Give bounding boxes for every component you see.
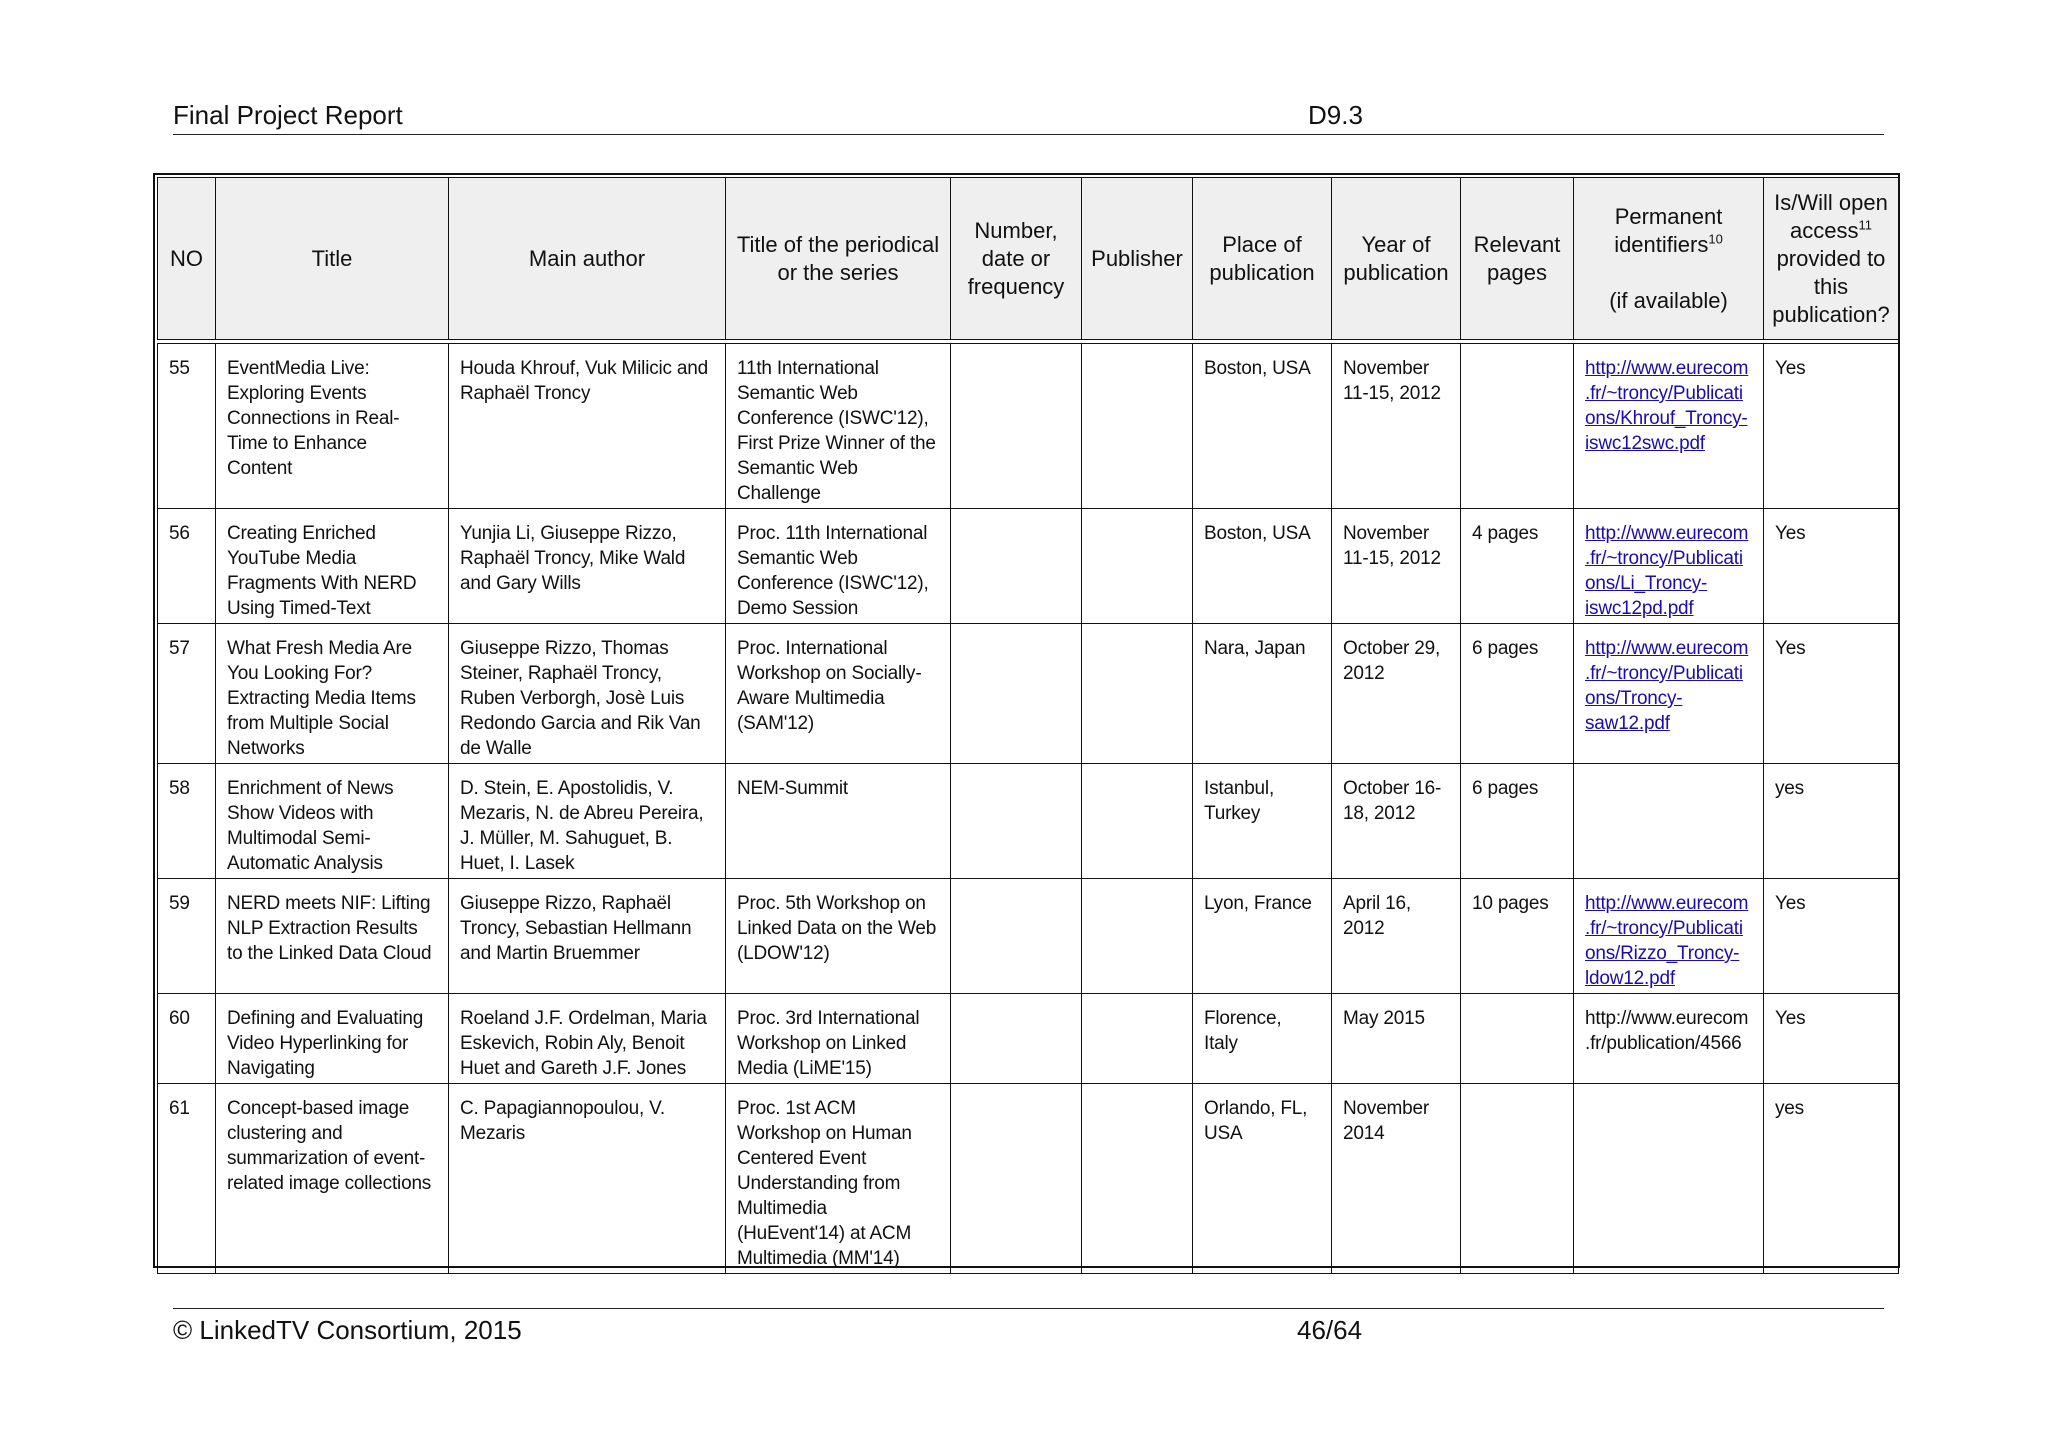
cell-author: C. Papagiannopoulou, V. Mezaris bbox=[449, 1084, 726, 1274]
copyright: © LinkedTV Consortium, 2015 bbox=[173, 1315, 522, 1345]
identifier-link[interactable]: http://www.eurecom.fr/~troncy/Publications/Li_Troncy-iswc12pd.pdf bbox=[1585, 523, 1749, 619]
publications-table-frame bbox=[153, 173, 1900, 1268]
cell-open-access: Yes bbox=[1764, 344, 1899, 509]
cell-place: Florence, Italy bbox=[1193, 994, 1332, 1084]
cell-number bbox=[951, 509, 1082, 624]
cell-title: Defining and Evaluating Video Hyperlinking for Navigating bbox=[216, 994, 449, 1084]
cell-identifier: http://www.eurecom.fr/publication/4566 bbox=[1574, 994, 1764, 1084]
cell-identifier bbox=[1574, 1084, 1764, 1274]
cell-pages bbox=[1461, 1084, 1574, 1274]
cell-author: Giuseppe Rizzo, Thomas Steiner, Raphaël Troncy, Ruben Verborgh, Josè Luis Redondo Garcia and Rik Van de Walle bbox=[449, 624, 726, 764]
cell-identifier bbox=[1574, 344, 1764, 509]
cell-place: Istanbul, Turkey bbox=[1193, 764, 1332, 879]
cell-number bbox=[951, 764, 1082, 879]
cell-publisher bbox=[1082, 344, 1193, 509]
cell-open-access: Yes bbox=[1764, 994, 1899, 1084]
identifiers-note: (if available) bbox=[1609, 287, 1728, 313]
cell-periodical: Proc. 5th Workshop on Linked Data on the Web (LDOW'12) bbox=[726, 879, 951, 994]
cell-publisher bbox=[1082, 509, 1193, 624]
table-row bbox=[158, 509, 1899, 624]
cell-open-access: yes bbox=[1764, 764, 1899, 879]
cell-periodical: 11th International Semantic Web Conference (ISWC'12), First Prize Winner of the Semantic Web Challenge bbox=[726, 344, 951, 509]
cell-place: Boston, USA bbox=[1193, 344, 1332, 509]
table-row bbox=[158, 344, 1899, 509]
deliverable-id: D9.3 bbox=[1308, 100, 1363, 130]
cell-pages: 10 pages bbox=[1461, 879, 1574, 994]
footnote-ref-10: 10 bbox=[1708, 231, 1723, 247]
cell-author: D. Stein, E. Apostolidis, V. Mezaris, N. de Abreu Pereira, J. Müller, M. Sahuguet, B. Huet, I. Lasek bbox=[449, 764, 726, 879]
page-number: 46/64 bbox=[1297, 1315, 1363, 1345]
cell-title: NERD meets NIF: Lifting NLP Extraction Results to the Linked Data Cloud bbox=[216, 879, 449, 994]
col-header-year: Year of publication bbox=[1332, 178, 1461, 340]
cell-title: Concept-based image clustering and summarization of event-related image collections bbox=[216, 1084, 449, 1274]
report-title: Final Project Report bbox=[173, 100, 403, 130]
cell-number bbox=[951, 994, 1082, 1084]
cell-title: Enrichment of News Show Videos with Multimodal Semi-Automatic Analysis bbox=[216, 764, 449, 879]
cell-no: 57 bbox=[158, 624, 216, 764]
cell-number bbox=[951, 1084, 1082, 1274]
page-header bbox=[173, 100, 1884, 135]
cell-year: May 2015 bbox=[1332, 994, 1461, 1084]
cell-open-access: Yes bbox=[1764, 509, 1899, 624]
cell-title: What Fresh Media Are You Looking For? Extracting Media Items from Multiple Social Networks bbox=[216, 624, 449, 764]
col-header-pages: Relevant pages bbox=[1461, 178, 1574, 340]
cell-periodical: Proc. 1st ACM Workshop on Human Centered Event Understanding from Multimedia (HuEvent'14) at ACM Multimedia (MM'14) bbox=[726, 1084, 951, 1274]
col-header-no: NO bbox=[158, 178, 216, 340]
cell-no: 61 bbox=[158, 1084, 216, 1274]
cell-year: November 11-15, 2012 bbox=[1332, 509, 1461, 624]
cell-pages: 4 pages bbox=[1461, 509, 1574, 624]
table-row bbox=[158, 764, 1899, 879]
identifiers-label: Permanent identifiers bbox=[1614, 203, 1723, 257]
cell-no: 55 bbox=[158, 344, 216, 509]
cell-title: EventMedia Live: Exploring Events Connections in Real-Time to Enhance Content bbox=[216, 344, 449, 509]
cell-identifier bbox=[1574, 879, 1764, 994]
cell-periodical: Proc. International Workshop on Socially-Aware Multimedia (SAM'12) bbox=[726, 624, 951, 764]
cell-no: 58 bbox=[158, 764, 216, 879]
cell-pages: 6 pages bbox=[1461, 764, 1574, 879]
table-row bbox=[158, 994, 1899, 1084]
cell-year: November 2014 bbox=[1332, 1084, 1461, 1274]
cell-author: Yunjia Li, Giuseppe Rizzo, Raphaël Troncy, Mike Wald and Gary Wills bbox=[449, 509, 726, 624]
col-header-title: Title bbox=[216, 178, 449, 340]
cell-place: Boston, USA bbox=[1193, 509, 1332, 624]
cell-place: Nara, Japan bbox=[1193, 624, 1332, 764]
col-header-main-author: Main author bbox=[449, 178, 726, 340]
cell-publisher bbox=[1082, 879, 1193, 994]
cell-identifier bbox=[1574, 764, 1764, 879]
cell-author: Giuseppe Rizzo, Raphaël Troncy, Sebastian Hellmann and Martin Bruemmer bbox=[449, 879, 726, 994]
cell-periodical: NEM-Summit bbox=[726, 764, 951, 879]
cell-author: Roeland J.F. Ordelman, Maria Eskevich, Robin Aly, Benoit Huet and Gareth J.F. Jones bbox=[449, 994, 726, 1084]
cell-year: April 16, 2012 bbox=[1332, 879, 1461, 994]
cell-periodical: Proc. 3rd International Workshop on Linked Media (LiME'15) bbox=[726, 994, 951, 1084]
cell-no: 56 bbox=[158, 509, 216, 624]
cell-year: November 11-15, 2012 bbox=[1332, 344, 1461, 509]
identifier-link[interactable]: http://www.eurecom.fr/~troncy/Publications/Rizzo_Troncy-ldow12.pdf bbox=[1585, 893, 1749, 989]
col-header-identifiers bbox=[1574, 178, 1764, 340]
publications-table bbox=[157, 177, 1899, 1274]
cell-open-access: Yes bbox=[1764, 879, 1899, 994]
cell-title: Creating Enriched YouTube Media Fragments With NERD Using Timed-Text bbox=[216, 509, 449, 624]
cell-number bbox=[951, 624, 1082, 764]
cell-publisher bbox=[1082, 764, 1193, 879]
col-header-periodical: Title of the periodical or the series bbox=[726, 178, 951, 340]
table-header-row bbox=[158, 178, 1899, 340]
table-row bbox=[158, 879, 1899, 994]
cell-year: October 16-18, 2012 bbox=[1332, 764, 1461, 879]
cell-open-access: Yes bbox=[1764, 624, 1899, 764]
table-row bbox=[158, 624, 1899, 764]
cell-no: 60 bbox=[158, 994, 216, 1084]
cell-identifier bbox=[1574, 624, 1764, 764]
cell-open-access: yes bbox=[1764, 1084, 1899, 1274]
cell-number bbox=[951, 879, 1082, 994]
identifier-link[interactable]: http://www.eurecom.fr/~troncy/Publications/Troncy-saw12.pdf bbox=[1585, 638, 1749, 734]
col-header-publisher: Publisher bbox=[1082, 178, 1193, 340]
cell-place: Orlando, FL, USA bbox=[1193, 1084, 1332, 1274]
cell-publisher bbox=[1082, 624, 1193, 764]
cell-pages: 6 pages bbox=[1461, 624, 1574, 764]
cell-author: Houda Khrouf, Vuk Milicic and Raphaël Troncy bbox=[449, 344, 726, 509]
identifier-link[interactable]: http://www.eurecom.fr/~troncy/Publications/Khrouf_Troncy-iswc12swc.pdf bbox=[1585, 358, 1749, 454]
col-header-number: Number, date or frequency bbox=[951, 178, 1082, 340]
footnote-ref-11: 11 bbox=[1858, 217, 1872, 233]
cell-year: October 29, 2012 bbox=[1332, 624, 1461, 764]
cell-number bbox=[951, 344, 1082, 509]
col-header-open-access bbox=[1764, 178, 1899, 340]
cell-publisher bbox=[1082, 994, 1193, 1084]
cell-place: Lyon, France bbox=[1193, 879, 1332, 994]
cell-no: 59 bbox=[158, 879, 216, 994]
col-header-place: Place of publication bbox=[1193, 178, 1332, 340]
cell-pages bbox=[1461, 344, 1574, 509]
open-access-label-a: Is/Will open access bbox=[1774, 189, 1888, 243]
open-access-label-b: provided to this publication? bbox=[1772, 245, 1890, 327]
table-row bbox=[158, 1084, 1899, 1274]
cell-publisher bbox=[1082, 1084, 1193, 1274]
page-footer bbox=[173, 1308, 1884, 1349]
cell-identifier bbox=[1574, 509, 1764, 624]
cell-periodical: Proc. 11th International Semantic Web Conference (ISWC'12), Demo Session bbox=[726, 509, 951, 624]
cell-pages bbox=[1461, 994, 1574, 1084]
